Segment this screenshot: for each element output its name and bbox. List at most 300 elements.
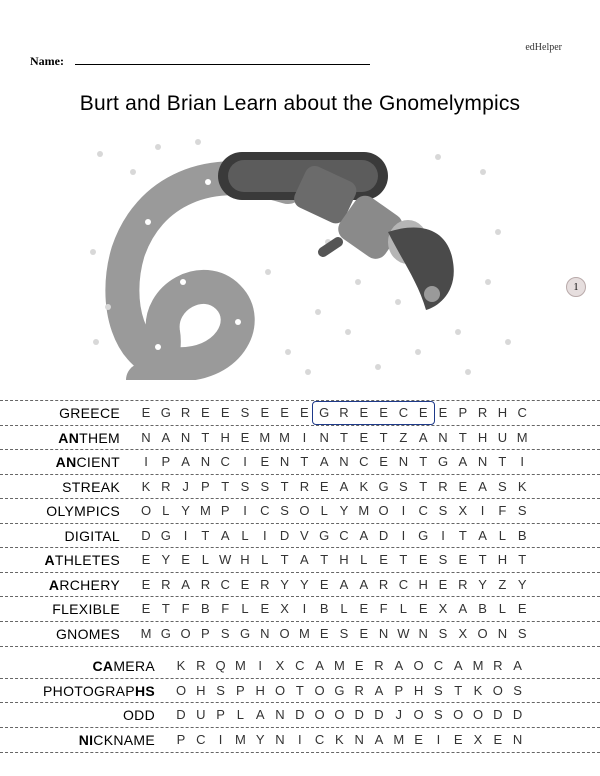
puzzle-letter[interactable]: L	[241, 528, 249, 543]
puzzle-letter[interactable]: M	[358, 503, 370, 518]
puzzle-letter[interactable]: R	[354, 683, 364, 698]
puzzle-letter[interactable]: G	[378, 479, 389, 494]
puzzle-letter[interactable]: M	[234, 658, 246, 673]
row-separator	[0, 425, 600, 426]
puzzle-letter[interactable]: T	[201, 528, 210, 543]
puzzle-letter[interactable]: Y	[181, 503, 190, 518]
puzzle-letter[interactable]: T	[478, 552, 487, 567]
puzzle-letter[interactable]: T	[454, 683, 463, 698]
puzzle-letter[interactable]: B	[478, 601, 487, 616]
puzzle-letter[interactable]: E	[517, 601, 527, 616]
puzzle-letter[interactable]: X	[473, 732, 483, 747]
puzzle-letter[interactable]: P	[161, 454, 171, 469]
puzzle-letter[interactable]: D	[512, 707, 523, 722]
puzzle-letter[interactable]: L	[261, 552, 269, 567]
row-separator	[0, 523, 600, 524]
puzzle-letter[interactable]: H	[418, 577, 428, 592]
puzzle-letter[interactable]: I	[183, 528, 188, 543]
puzzle-letter[interactable]: D	[279, 528, 290, 543]
puzzle-letter[interactable]: A	[181, 577, 190, 592]
page-title: Burt and Brian Learn about the Gnomelympics	[79, 92, 521, 115]
puzzle-letter[interactable]: N	[339, 454, 349, 469]
puzzle-letter[interactable]: R	[378, 577, 389, 592]
puzzle-letter[interactable]: N	[200, 454, 211, 469]
puzzle-letter[interactable]: A	[478, 528, 487, 543]
puzzle-letter[interactable]: M	[234, 732, 246, 747]
puzzle-letter[interactable]: O	[453, 707, 464, 722]
puzzle-letter[interactable]: L	[201, 552, 209, 567]
word-label	[93, 657, 155, 675]
puzzle-letter[interactable]: E	[141, 601, 151, 616]
puzzle-letter[interactable]: A	[374, 683, 384, 698]
puzzle-letter[interactable]: O	[175, 683, 187, 698]
puzzle-letter[interactable]: R	[458, 577, 468, 592]
puzzle-letter[interactable]: G	[437, 454, 449, 469]
puzzle-letter[interactable]: N	[477, 454, 488, 469]
puzzle-letter[interactable]: D	[295, 707, 305, 722]
puzzle-letter[interactable]: T	[340, 430, 348, 445]
puzzle-letter[interactable]: C	[433, 658, 444, 673]
word-label-part: HS	[134, 683, 155, 699]
puzzle-letter[interactable]: A	[359, 577, 369, 592]
puzzle-letter[interactable]: S	[240, 479, 250, 494]
puzzle-letter[interactable]: C	[398, 577, 409, 592]
puzzle-letter[interactable]: L	[498, 528, 506, 543]
puzzle-letter[interactable]: M	[140, 626, 152, 641]
puzzle-letter[interactable]: E	[418, 552, 428, 567]
puzzle-letter[interactable]: M	[259, 430, 271, 445]
puzzle-letter[interactable]: T	[201, 430, 210, 445]
puzzle-letter[interactable]: E	[359, 430, 369, 445]
puzzle-letter[interactable]: S	[513, 683, 522, 698]
puzzle-letter[interactable]: G	[319, 528, 330, 543]
puzzle-letter[interactable]: P	[216, 707, 225, 722]
word-label	[64, 527, 120, 545]
puzzle-letter[interactable]: T	[419, 479, 428, 494]
puzzle-letter[interactable]: N	[512, 732, 523, 747]
puzzle-letter[interactable]: E	[458, 479, 468, 494]
puzzle-letter[interactable]: G	[160, 626, 171, 641]
puzzle-letter[interactable]: A	[220, 528, 230, 543]
puzzle-letter[interactable]: C	[220, 577, 230, 592]
puzzle-letter[interactable]: L	[498, 601, 506, 616]
puzzle-letter[interactable]: O	[492, 683, 503, 698]
puzzle-letter[interactable]: L	[320, 503, 328, 518]
puzzle-letter[interactable]: R	[438, 479, 448, 494]
puzzle-letter[interactable]: X	[458, 626, 468, 641]
puzzle-letter[interactable]: J	[182, 479, 189, 494]
puzzle-letter[interactable]: E	[379, 405, 388, 420]
puzzle-letter[interactable]: S	[517, 626, 527, 641]
puzzle-letter[interactable]: T	[399, 552, 408, 567]
puzzle-letter[interactable]: H	[220, 430, 230, 445]
puzzle-letter[interactable]: I	[258, 658, 262, 673]
puzzle-letter[interactable]: N	[497, 626, 508, 641]
puzzle-letter[interactable]: A	[300, 552, 309, 567]
name-line[interactable]	[75, 64, 370, 65]
puzzle-letter[interactable]: A	[458, 601, 468, 616]
puzzle-letter[interactable]: K	[473, 683, 483, 698]
row-separator	[0, 400, 600, 401]
puzzle-letter[interactable]: W	[397, 626, 410, 641]
puzzle-letter[interactable]: T	[221, 479, 230, 494]
puzzle-letter[interactable]: A	[458, 454, 468, 469]
puzzle-letter[interactable]: E	[201, 405, 210, 420]
puzzle-letter[interactable]: L	[360, 552, 368, 567]
puzzle-letter[interactable]: D	[354, 707, 364, 722]
puzzle-letter[interactable]: R	[180, 405, 191, 420]
puzzle-letter[interactable]: E	[141, 405, 151, 420]
puzzle-letter[interactable]: H	[255, 683, 265, 698]
puzzle-letter[interactable]: R	[161, 577, 171, 592]
puzzle-letter[interactable]: A	[513, 658, 522, 673]
puzzle-letter[interactable]: P	[458, 405, 468, 420]
puzzle-letter[interactable]: E	[438, 405, 448, 420]
puzzle-letter[interactable]: Y	[339, 503, 349, 518]
puzzle-letter[interactable]: G	[160, 405, 171, 420]
puzzle-letter[interactable]: G	[418, 528, 429, 543]
puzzle-letter[interactable]: A	[181, 454, 190, 469]
puzzle-letter[interactable]: O	[334, 707, 345, 722]
puzzle-letter[interactable]: S	[260, 479, 270, 494]
puzzle-letter[interactable]: O	[477, 626, 488, 641]
row-separator	[0, 498, 600, 499]
puzzle-letter[interactable]: P	[220, 503, 230, 518]
puzzle-letter[interactable]: E	[300, 405, 309, 420]
puzzle-letter[interactable]: E	[220, 405, 230, 420]
puzzle-letter[interactable]: B	[201, 601, 210, 616]
puzzle-letter[interactable]: Y	[478, 577, 487, 592]
puzzle-letter[interactable]: G	[319, 405, 330, 420]
row-separator	[0, 596, 600, 597]
puzzle-letter[interactable]: T	[320, 552, 329, 567]
puzzle-letter[interactable]: E	[359, 601, 369, 616]
puzzle-letter[interactable]: T	[379, 430, 388, 445]
puzzle-letter[interactable]: E	[414, 732, 423, 747]
puzzle-letter[interactable]: S	[240, 405, 250, 420]
puzzle-letter[interactable]: E	[354, 658, 364, 673]
puzzle-letter[interactable]: N	[141, 430, 151, 445]
puzzle-letter[interactable]: Q	[215, 658, 226, 673]
puzzle-letter[interactable]: H	[413, 683, 424, 698]
puzzle-letter[interactable]: O	[413, 658, 424, 673]
puzzle-letter[interactable]: G	[334, 683, 345, 698]
puzzle-letter[interactable]: R	[161, 479, 171, 494]
puzzle-letter[interactable]: L	[399, 601, 407, 616]
puzzle-letter[interactable]: O	[378, 503, 389, 518]
puzzle-letter[interactable]: X	[458, 503, 468, 518]
word-label-bold: NI	[78, 732, 94, 748]
puzzle-letter[interactable]: S	[399, 479, 408, 494]
puzzle-letter[interactable]: E	[240, 577, 250, 592]
puzzle-letter[interactable]: I	[401, 528, 406, 543]
puzzle-letter[interactable]: J	[395, 707, 403, 722]
puzzle-letter[interactable]: P	[201, 626, 210, 641]
puzzle-letter[interactable]: E	[141, 577, 151, 592]
word-label-rest: STREAK	[62, 479, 120, 495]
puzzle-letter[interactable]: C	[359, 454, 369, 469]
puzzle-letter[interactable]: E	[379, 454, 388, 469]
puzzle-letter[interactable]: T	[518, 552, 527, 567]
puzzle-letter[interactable]: E	[260, 454, 270, 469]
puzzle-letter[interactable]: E	[141, 552, 151, 567]
puzzle-letter[interactable]: C	[339, 528, 349, 543]
puzzle-letter[interactable]: N	[275, 732, 285, 747]
puzzle-letter[interactable]: L	[340, 601, 348, 616]
puzzle-letter[interactable]: M	[393, 732, 405, 747]
puzzle-letter[interactable]: H	[196, 683, 206, 698]
puzzle-letter[interactable]: I	[144, 454, 148, 469]
puzzle-letter[interactable]: R	[339, 405, 349, 420]
puzzle-letter[interactable]: Y	[280, 577, 289, 592]
puzzle-letter[interactable]: N	[180, 430, 191, 445]
puzzle-letter[interactable]: A	[374, 732, 384, 747]
puzzle-letter[interactable]: W	[219, 552, 232, 567]
puzzle-letter[interactable]: C	[260, 503, 270, 518]
puzzle-letter[interactable]: D	[374, 707, 384, 722]
puzzle-letter[interactable]: I	[218, 732, 223, 747]
word-label-rest: CKNAME	[93, 732, 155, 748]
puzzle-letter[interactable]: E	[260, 405, 270, 420]
puzzle-letter[interactable]: E	[359, 405, 369, 420]
puzzle-letter[interactable]: S	[438, 626, 448, 641]
puzzle-letter[interactable]: E	[493, 732, 503, 747]
puzzle-letter[interactable]: A	[394, 658, 404, 673]
puzzle-letter[interactable]: X	[438, 601, 448, 616]
puzzle-letter[interactable]: F	[498, 503, 507, 518]
puzzle-letter[interactable]: Y	[300, 577, 309, 592]
puzzle-letter[interactable]: M	[298, 626, 310, 641]
puzzle-letter[interactable]: E	[453, 732, 463, 747]
puzzle-letter[interactable]: S	[517, 503, 527, 518]
puzzle-letter[interactable]: C	[220, 454, 230, 469]
puzzle-letter[interactable]: N	[260, 626, 270, 641]
puzzle-letter[interactable]: Y	[255, 732, 265, 747]
puzzle-letter[interactable]: R	[299, 479, 310, 494]
puzzle-letter[interactable]: H	[497, 405, 508, 420]
puzzle-letter[interactable]: O	[140, 503, 152, 518]
puzzle-letter[interactable]: N	[354, 732, 364, 747]
puzzle-letter[interactable]: L	[162, 503, 170, 518]
puzzle-letter[interactable]: K	[176, 658, 186, 673]
puzzle-letter[interactable]: O	[314, 683, 325, 698]
puzzle-letter[interactable]: D	[141, 528, 151, 543]
puzzle-letter[interactable]: L	[241, 601, 249, 616]
puzzle-letter[interactable]: A	[315, 658, 324, 673]
puzzle-letter[interactable]: O	[413, 707, 424, 722]
puzzle-letter[interactable]: M	[472, 658, 484, 673]
puzzle-letter[interactable]: P	[394, 683, 404, 698]
puzzle-letter[interactable]: P	[176, 732, 186, 747]
puzzle-letter[interactable]: E	[319, 577, 329, 592]
puzzle-letter[interactable]: O	[299, 503, 310, 518]
puzzle-letter[interactable]: C	[517, 405, 527, 420]
puzzle-letter[interactable]: I	[441, 528, 445, 543]
puzzle-letter[interactable]: Z	[498, 577, 507, 592]
word-label	[58, 429, 120, 447]
puzzle-letter[interactable]: Y	[161, 552, 171, 567]
puzzle-letter[interactable]: N	[378, 626, 389, 641]
puzzle-letter[interactable]: U	[196, 707, 206, 722]
puzzle-letter[interactable]: E	[240, 430, 250, 445]
puzzle-letter[interactable]: I	[401, 503, 406, 518]
name-label: Name:	[30, 54, 64, 68]
puzzle-letter[interactable]: A	[359, 528, 369, 543]
puzzle-letter[interactable]: I	[262, 528, 267, 543]
puzzle-letter[interactable]: F	[221, 601, 230, 616]
puzzle-letter[interactable]: K	[517, 479, 527, 494]
puzzle-letter[interactable]: E	[458, 552, 468, 567]
puzzle-letter[interactable]: T	[300, 454, 309, 469]
puzzle-letter[interactable]: A	[319, 454, 329, 469]
puzzle-letter[interactable]: E	[418, 601, 428, 616]
puzzle-letter[interactable]: T	[280, 479, 289, 494]
puzzle-letter[interactable]: S	[216, 683, 225, 698]
puzzle-letter[interactable]: T	[280, 552, 289, 567]
puzzle-letter[interactable]: I	[520, 454, 524, 469]
puzzle-letter[interactable]: S	[498, 479, 507, 494]
puzzle-letter[interactable]: N	[319, 430, 329, 445]
puzzle-letter[interactable]: S	[438, 503, 448, 518]
puzzle-letter[interactable]: H	[497, 552, 508, 567]
row-separator	[0, 547, 600, 548]
row-separator	[0, 474, 600, 475]
puzzle-letter[interactable]: A	[478, 479, 487, 494]
puzzle-letter[interactable]: M	[279, 430, 291, 445]
puzzle-letter[interactable]: S	[220, 626, 230, 641]
puzzle-letter[interactable]: M	[199, 503, 211, 518]
puzzle-letter[interactable]: H	[240, 552, 250, 567]
puzzle-letter[interactable]: K	[335, 732, 344, 747]
puzzle-letter[interactable]: I	[302, 430, 307, 445]
puzzle-letter[interactable]: I	[302, 601, 307, 616]
row-separator	[0, 678, 600, 679]
puzzle-letter[interactable]: S	[434, 683, 443, 698]
puzzle-letter[interactable]: C	[418, 503, 428, 518]
puzzle-letter[interactable]: O	[472, 707, 484, 722]
puzzle-letter[interactable]: M	[516, 430, 528, 445]
puzzle-letter[interactable]: G	[160, 528, 171, 543]
puzzle-letter[interactable]: N	[398, 454, 409, 469]
puzzle-letter[interactable]: E	[181, 552, 190, 567]
word-label-rest: MERA	[113, 658, 155, 674]
puzzle-letter[interactable]: O	[180, 626, 191, 641]
puzzle-letter[interactable]: A	[418, 430, 428, 445]
puzzle-letter[interactable]: M	[333, 658, 345, 673]
puzzle-letter[interactable]: N	[279, 454, 290, 469]
puzzle-letter[interactable]: Y	[517, 577, 527, 592]
word-label	[52, 600, 120, 618]
puzzle-letter[interactable]: E	[418, 405, 428, 420]
puzzle-letter[interactable]: X	[275, 658, 285, 673]
puzzle-letter[interactable]: H	[339, 552, 349, 567]
puzzle-letter[interactable]: O	[274, 683, 286, 698]
puzzle-letter[interactable]: R	[200, 577, 211, 592]
puzzle-letter[interactable]: R	[196, 658, 206, 673]
puzzle-letter[interactable]: K	[141, 479, 151, 494]
word-label	[79, 731, 155, 749]
puzzle-letter[interactable]: A	[453, 658, 463, 673]
puzzle-letter[interactable]: R	[374, 658, 384, 673]
puzzle-letter[interactable]: I	[297, 732, 302, 747]
puzzle-letter[interactable]: A	[255, 707, 265, 722]
word-label	[62, 478, 120, 496]
puzzle-letter[interactable]: A	[339, 479, 349, 494]
puzzle-letter[interactable]: E	[319, 626, 329, 641]
puzzle-letter[interactable]: T	[295, 683, 304, 698]
puzzle-letter[interactable]: C	[196, 732, 206, 747]
puzzle-letter[interactable]: N	[438, 430, 448, 445]
puzzle-letter[interactable]: Z	[399, 430, 408, 445]
word-label	[56, 625, 120, 643]
puzzle-letter[interactable]: S	[438, 552, 448, 567]
puzzle-letter[interactable]: U	[497, 430, 508, 445]
puzzle-letter[interactable]: A	[161, 430, 171, 445]
puzzle-letter[interactable]: B	[319, 601, 329, 616]
puzzle-letter[interactable]: X	[280, 601, 289, 616]
puzzle-letter[interactable]: A	[339, 577, 349, 592]
puzzle-letter[interactable]: T	[498, 454, 507, 469]
puzzle-letter[interactable]: P	[236, 683, 245, 698]
puzzle-letter[interactable]: S	[434, 707, 443, 722]
puzzle-letter[interactable]: I	[480, 503, 485, 518]
puzzle-letter[interactable]: S	[280, 503, 289, 518]
puzzle-letter[interactable]: K	[359, 479, 369, 494]
puzzle-letter[interactable]: E	[379, 552, 388, 567]
puzzle-letter[interactable]: C	[295, 658, 305, 673]
puzzle-letter[interactable]: L	[236, 707, 244, 722]
puzzle-letter[interactable]: P	[201, 479, 210, 494]
puzzle-letter[interactable]: C	[314, 732, 325, 747]
row-separator	[0, 727, 600, 728]
puzzle-letter[interactable]: T	[419, 454, 428, 469]
puzzle-letter[interactable]: N	[418, 626, 428, 641]
puzzle-letter[interactable]: R	[493, 658, 503, 673]
puzzle-letter[interactable]: E	[280, 405, 289, 420]
puzzle-letter[interactable]: E	[260, 601, 270, 616]
puzzle-letter[interactable]: E	[319, 479, 329, 494]
word-label-rest: GNOMES	[55, 626, 120, 642]
puzzle-letter[interactable]: E	[359, 626, 369, 641]
puzzle-letter[interactable]: E	[438, 577, 448, 592]
puzzle-letter[interactable]: N	[275, 707, 285, 722]
puzzle-letter[interactable]: O	[279, 626, 290, 641]
puzzle-letter[interactable]: R	[477, 405, 488, 420]
word-label	[123, 706, 155, 724]
puzzle-letter[interactable]: V	[300, 528, 309, 543]
puzzle-letter[interactable]: F	[379, 601, 388, 616]
puzzle-letter[interactable]: T	[458, 430, 467, 445]
row-separator	[0, 449, 600, 450]
puzzle-letter[interactable]: I	[243, 503, 247, 518]
puzzle-letter[interactable]: I	[243, 454, 247, 469]
puzzle-letter[interactable]: T	[458, 528, 467, 543]
puzzle-letter[interactable]: F	[181, 601, 190, 616]
puzzle-letter[interactable]: D	[378, 528, 389, 543]
puzzle-letter[interactable]: B	[517, 528, 527, 543]
puzzle-letter[interactable]: G	[239, 626, 251, 641]
puzzle-letter[interactable]: S	[339, 626, 349, 641]
puzzle-letter[interactable]: D	[493, 707, 503, 722]
page-number-badge: 1	[566, 277, 586, 297]
puzzle-letter[interactable]: O	[314, 707, 325, 722]
puzzle-letter[interactable]: C	[398, 405, 409, 420]
puzzle-letter[interactable]: H	[477, 430, 488, 445]
puzzle-letter[interactable]: I	[436, 732, 441, 747]
puzzle-letter[interactable]: D	[176, 707, 186, 722]
puzzle-letter[interactable]: T	[161, 601, 170, 616]
puzzle-letter[interactable]: R	[260, 577, 270, 592]
